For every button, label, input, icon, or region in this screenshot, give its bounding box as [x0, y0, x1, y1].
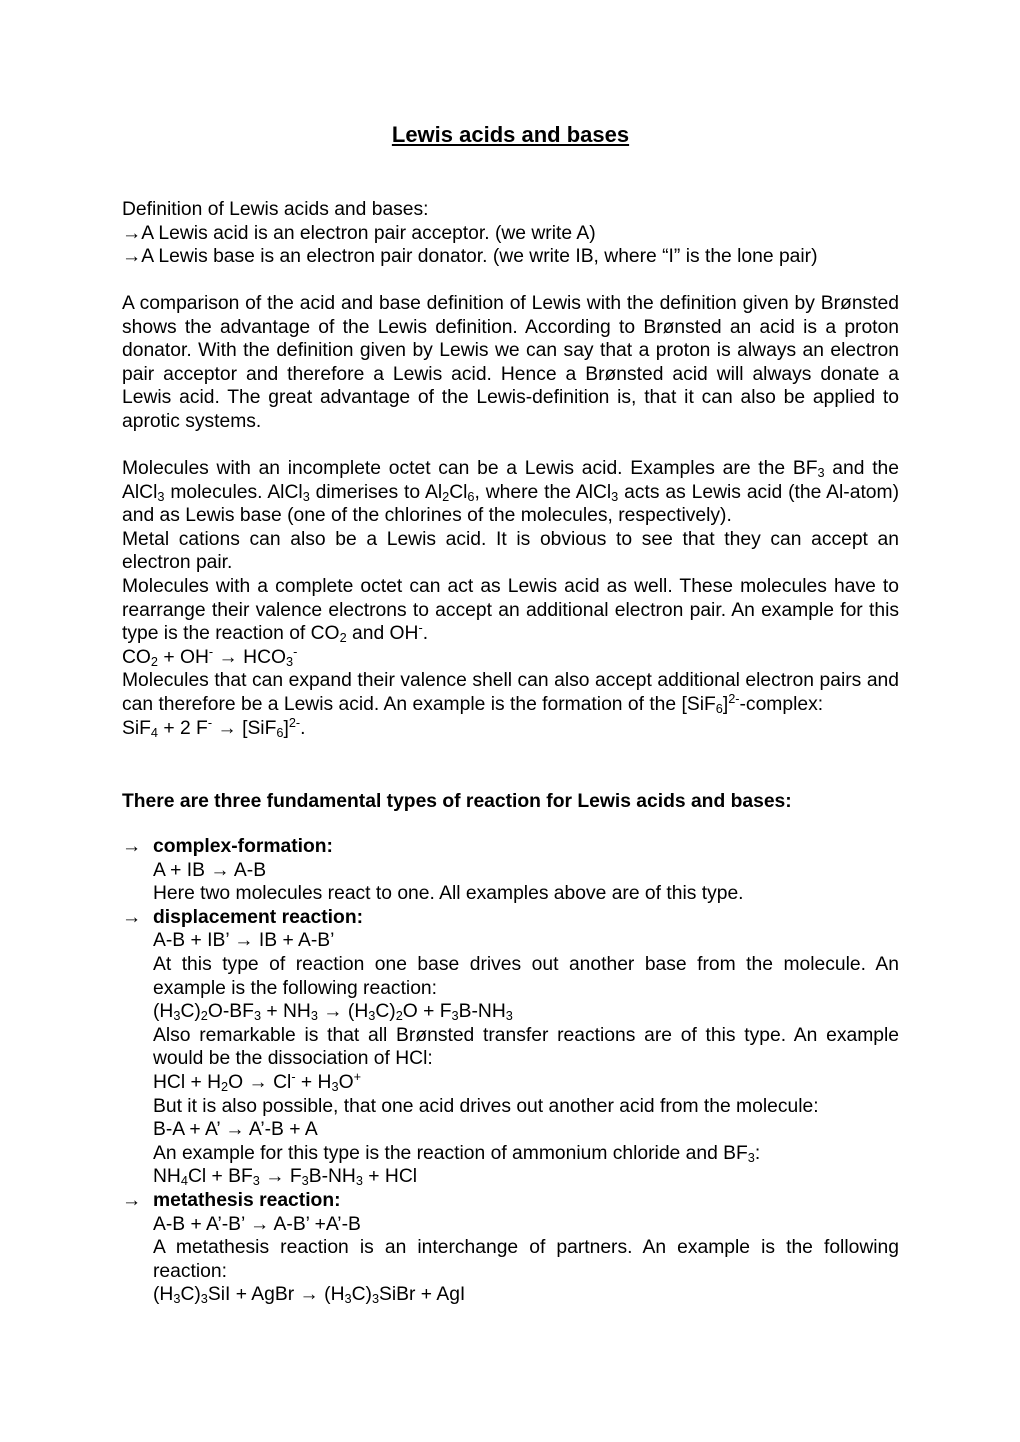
complex-text: Here two molecules react to one. All examples above are of this type.	[153, 883, 744, 905]
arrow-icon: →	[218, 646, 238, 668]
displacement-text: At this type of reaction one base drives out another base from the molecule. An example is the following reaction:	[153, 953, 899, 999]
definition-acid: →A Lewis acid is an electron pair acceptor. (we write A)	[122, 222, 596, 244]
definition-section	[122, 198, 899, 269]
ammonium-text: An example for this type is the reaction of ammonium chloride and $BF_3$:	[153, 1142, 761, 1165]
arrow-icon: →	[265, 1166, 285, 1188]
type-metathesis: → metathesis reaction:	[122, 1189, 341, 1211]
metal-cations-paragraph: Metal cations can also be a Lewis acid. It is obvious to see that they can accept an electron pair.	[122, 528, 899, 574]
three-types-heading: There are three fundamental types of reaction for Lewis acids and bases:	[122, 791, 792, 812]
equation-nh4cl: $NH_4Cl + BF_3 \to F_3B-NH_3$ + HCl	[153, 1166, 418, 1189]
equation-ether-bf3: $(H_3C)_2O-BF_3 + NH_3 \to (H_3C)_2O + F_3B-NH_3$	[153, 1001, 513, 1024]
equation-silyl-iodide: $(H_3C)_3SiI$ + AgBr → $(H_3C)_3SiBr$ + AgI	[153, 1284, 466, 1307]
reaction-types-section	[122, 835, 899, 1307]
arrow-icon: →	[122, 246, 142, 268]
definition-base: →A Lewis base is an electron pair donator. (we write IB, where “I” is the lone pair)	[122, 246, 818, 268]
comparison-paragraph: A comparison of the acid and base definition of Lewis with the definition given by Brønsted shows the advantage of the Lewis definition. According to Brønsted an acid is a proton donator. With the definition given by Lewis we can say that a proton is always an electron pair acceptor and therefore a Lewis acid. Hence a Brønsted acid will always donate a Lewis acid. The great advantage of the Lewis-definition is, that it can also be applied to aprotic systems.	[122, 293, 899, 432]
type-displacement: → displacement reaction:	[122, 906, 364, 928]
incomplete-octet-paragraph: Molecules with an incomplete octet can be a Lewis acid. Examples are the $BF_3$ and the AlCl$_3$ molecules. AlCl$_3$ dimerises to $Al_2Cl_6$, where the AlCl$_3$ acts as Lewis acid (the Al-atom) and as Lewis base (one of the chlorines of the molecules, respectively).	[122, 458, 900, 527]
arrow-icon: →	[122, 222, 142, 244]
arrow-icon: →	[217, 717, 237, 739]
equation-hcl: HCl + $H_2O \to Cl^- + H_3O^+$	[153, 1068, 361, 1095]
equation-co2: $CO_2 + OH^- \to HCO_3^-$	[122, 643, 298, 669]
metathesis-scheme: A-B + A’-B’ → A-B’ +A’-B	[153, 1213, 361, 1235]
bronsted-text: Also remarkable is that all Brønsted transfer reactions are of this type. An example would be the dissociation of HCl:	[153, 1024, 899, 1070]
arrow-icon: →	[122, 836, 142, 857]
definition-heading: Definition of Lewis acids and bases:	[122, 199, 429, 220]
arrow-icon: →	[122, 1189, 142, 1211]
type-complex-formation: → complex-formation:	[122, 836, 333, 857]
arrow-icon: →	[299, 1284, 319, 1306]
metathesis-text: A metathesis reaction is an interchange of partners. An example is the following reaction:	[153, 1237, 899, 1282]
complete-octet-paragraph: Molecules with a complete octet can act as Lewis acid as well. These molecules have to rearrange their valence electrons to accept an additional electron pair. An example for this type is the reaction of $CO_2$ and OH-.	[122, 575, 899, 646]
arrow-icon: →	[248, 1071, 268, 1093]
acid-displacement-scheme: B-A + A’ → A’-B + A	[153, 1119, 318, 1141]
displacement-scheme: A-B + IB’ → IB + A-B’	[153, 930, 335, 952]
arrow-icon: →	[122, 906, 142, 928]
equation-sif4: SiF$_4$ + 2 $F^- \to [SiF_6]^{2-}$.	[122, 714, 306, 740]
complex-scheme: A + IB → A-B	[153, 859, 267, 881]
examples-section	[122, 457, 899, 740]
arrow-icon: →	[323, 1001, 343, 1023]
page-title: Lewis acids and bases	[391, 122, 630, 147]
expand-shell-paragraph: Molecules that can expand their valence shell can also accept additional electron pairs and can therefore be a Lewis acid. An example is the formation of the $[SiF_6]^{2-}$-complex:	[122, 670, 899, 717]
acid-displacement-text: But it is also possible, that one acid drives out another acid from the molecule:	[153, 1095, 819, 1117]
